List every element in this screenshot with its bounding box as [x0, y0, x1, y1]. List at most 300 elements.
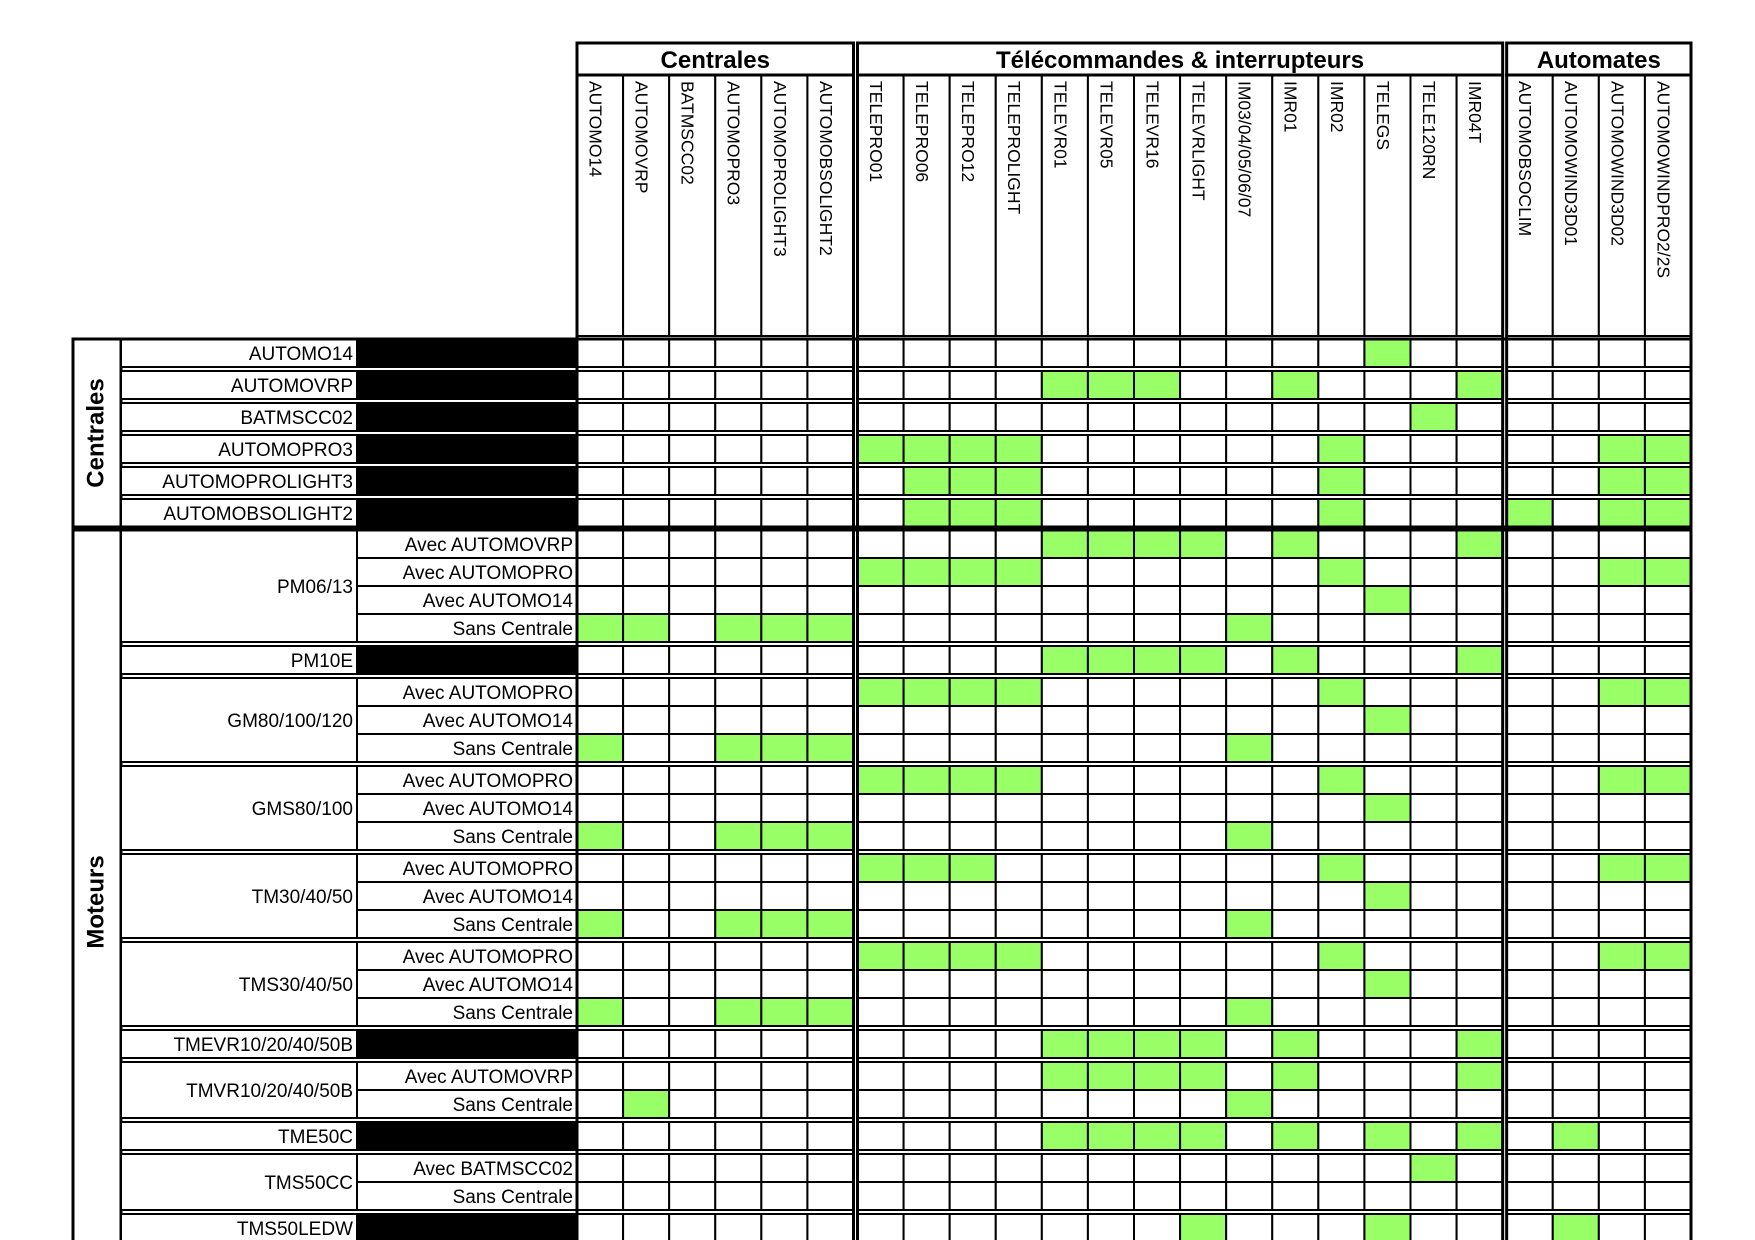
matrix-cell — [950, 1154, 996, 1182]
matrix-cell — [715, 1122, 761, 1150]
column-header-label: AUTOMOPROLIGHT3 — [769, 81, 790, 257]
compatible-cell — [1318, 435, 1364, 463]
compatible-cell — [858, 558, 904, 586]
matrix-cell — [1553, 530, 1599, 558]
blacked-out-cell — [357, 1122, 577, 1150]
compatible-cell — [1180, 1062, 1226, 1090]
matrix-cell — [1272, 1214, 1318, 1240]
matrix-cell — [858, 339, 904, 367]
matrix-cell — [1553, 558, 1599, 586]
matrix-cell — [1272, 558, 1318, 586]
matrix-cell — [807, 1122, 853, 1150]
compatible-cell — [1457, 1062, 1503, 1090]
compatible-cell — [577, 910, 623, 938]
matrix-cell — [1457, 467, 1503, 495]
matrix-cell — [1272, 794, 1318, 822]
matrix-cell — [1553, 435, 1599, 463]
matrix-cell — [1318, 794, 1364, 822]
column-group-title: Centrales — [660, 47, 770, 74]
matrix-cell — [858, 1214, 904, 1240]
matrix-cell — [1364, 558, 1410, 586]
matrix-cell — [1088, 403, 1134, 431]
matrix-cell — [1553, 794, 1599, 822]
column-header-label: IMR04T — [1465, 81, 1485, 144]
matrix-cell — [1507, 1182, 1553, 1210]
matrix-cell — [1364, 1182, 1410, 1210]
matrix-cell — [950, 882, 996, 910]
compatible-cell — [950, 467, 996, 495]
matrix-cell — [1318, 1214, 1364, 1240]
matrix-cell — [669, 1122, 715, 1150]
matrix-cell — [669, 882, 715, 910]
matrix-cell — [858, 882, 904, 910]
matrix-cell — [1457, 586, 1503, 614]
matrix-cell — [1134, 586, 1180, 614]
matrix-cell — [996, 1090, 1042, 1118]
matrix-cell — [1507, 882, 1553, 910]
matrix-cell — [623, 1214, 669, 1240]
matrix-cell — [996, 970, 1042, 998]
matrix-cell — [1553, 854, 1599, 882]
matrix-cell — [1599, 734, 1645, 762]
compatible-cell — [950, 766, 996, 794]
matrix-cell — [1553, 998, 1599, 1026]
matrix-cell — [1272, 586, 1318, 614]
matrix-cell — [1226, 678, 1272, 706]
compatible-cell — [715, 822, 761, 850]
matrix-cell — [1180, 371, 1226, 399]
matrix-cell — [1134, 766, 1180, 794]
row-sub-label: Sans Centrale — [452, 827, 573, 848]
matrix-cell — [904, 1122, 950, 1150]
matrix-cell — [1226, 1122, 1272, 1150]
compatible-cell — [858, 854, 904, 882]
matrix-cell — [1507, 646, 1553, 674]
matrix-cell — [1599, 646, 1645, 674]
matrix-cell — [1457, 614, 1503, 642]
matrix-cell — [1088, 339, 1134, 367]
matrix-cell — [1088, 614, 1134, 642]
matrix-cell — [761, 1122, 807, 1150]
matrix-cell — [1180, 339, 1226, 367]
matrix-cell — [1088, 1090, 1134, 1118]
matrix-cell — [1134, 970, 1180, 998]
matrix-cell — [669, 766, 715, 794]
matrix-cell — [761, 854, 807, 882]
matrix-cell — [807, 1154, 853, 1182]
row-group-label: GM80/100/120 — [227, 711, 353, 732]
compatible-cell — [1272, 646, 1318, 674]
matrix-cell — [807, 530, 853, 558]
matrix-cell — [715, 1062, 761, 1090]
matrix-cell — [1088, 499, 1134, 527]
matrix-cell — [1134, 1090, 1180, 1118]
matrix-cell — [1553, 910, 1599, 938]
matrix-cell — [1645, 1030, 1691, 1058]
blacked-out-cell — [357, 467, 577, 495]
matrix-cell — [1645, 822, 1691, 850]
matrix-cell — [807, 1182, 853, 1210]
compatible-cell — [761, 910, 807, 938]
blacked-out-cell — [357, 1214, 577, 1240]
column-header-label: TELEVR01 — [1050, 81, 1071, 169]
matrix-cell — [1457, 339, 1503, 367]
compatible-cell — [1411, 1154, 1457, 1182]
matrix-cell — [1411, 646, 1457, 674]
matrix-cell — [1226, 1030, 1272, 1058]
matrix-cell — [1318, 882, 1364, 910]
matrix-cell — [807, 403, 853, 431]
matrix-cell — [1411, 1122, 1457, 1150]
column-header-label: TELEPRO06 — [912, 81, 932, 183]
matrix-cell — [1272, 706, 1318, 734]
row-group-label: PM06/13 — [276, 577, 353, 598]
column-header-label: IM03/04/05/06/07 — [1234, 81, 1255, 218]
matrix-cell — [858, 614, 904, 642]
matrix-cell — [807, 794, 853, 822]
matrix-cell — [1272, 678, 1318, 706]
matrix-cell — [1411, 942, 1457, 970]
compatible-cell — [858, 766, 904, 794]
matrix-cell — [1457, 766, 1503, 794]
matrix-cell — [1645, 530, 1691, 558]
matrix-cell — [761, 942, 807, 970]
compatible-cell — [1226, 910, 1272, 938]
matrix-cell — [1411, 1090, 1457, 1118]
matrix-cell — [1134, 794, 1180, 822]
matrix-cell — [1318, 646, 1364, 674]
compatible-cell — [1645, 435, 1691, 463]
row-sub-label: Avec AUTOMO14 — [422, 975, 573, 996]
matrix-cell — [1226, 530, 1272, 558]
matrix-cell — [950, 794, 996, 822]
compatible-cell — [996, 678, 1042, 706]
matrix-cell — [1411, 435, 1457, 463]
matrix-cell — [577, 435, 623, 463]
matrix-cell — [950, 1182, 996, 1210]
matrix-cell — [761, 339, 807, 367]
matrix-cell — [858, 970, 904, 998]
compatible-cell — [1042, 1030, 1088, 1058]
matrix-cell — [577, 678, 623, 706]
matrix-cell — [1553, 1090, 1599, 1118]
matrix-cell — [761, 678, 807, 706]
compatible-cell — [1645, 467, 1691, 495]
compatible-cell — [1411, 403, 1457, 431]
compatible-cell — [807, 998, 853, 1026]
compatible-cell — [950, 558, 996, 586]
matrix-cell — [1364, 403, 1410, 431]
matrix-cell — [1088, 1154, 1134, 1182]
matrix-cell — [904, 1090, 950, 1118]
matrix-cell — [858, 371, 904, 399]
matrix-cell — [715, 854, 761, 882]
matrix-cell — [1411, 586, 1457, 614]
section-label: Centrales — [82, 378, 110, 488]
compatible-cell — [904, 467, 950, 495]
row-label: AUTOMOBSOLIGHT2 — [163, 504, 353, 525]
compatible-cell — [1599, 854, 1645, 882]
matrix-cell — [577, 1030, 623, 1058]
matrix-cell — [623, 1154, 669, 1182]
matrix-cell — [761, 371, 807, 399]
matrix-cell — [1553, 499, 1599, 527]
row-sub-label: Avec AUTOMO14 — [422, 711, 573, 732]
matrix-cell — [669, 371, 715, 399]
compatible-cell — [1507, 499, 1553, 527]
matrix-cell — [1599, 706, 1645, 734]
blacked-out-cell — [357, 1030, 577, 1058]
matrix-cell — [1042, 734, 1088, 762]
compatible-cell — [904, 499, 950, 527]
matrix-cell — [1599, 1122, 1645, 1150]
matrix-cell — [761, 586, 807, 614]
matrix-cell — [1042, 882, 1088, 910]
matrix-cell — [669, 910, 715, 938]
matrix-cell — [1507, 1030, 1553, 1058]
matrix-cell — [950, 646, 996, 674]
matrix-cell — [996, 822, 1042, 850]
matrix-cell — [1134, 499, 1180, 527]
compatible-cell — [1042, 1122, 1088, 1150]
matrix-cell — [715, 530, 761, 558]
matrix-cell — [1088, 586, 1134, 614]
matrix-cell — [623, 646, 669, 674]
matrix-cell — [669, 1182, 715, 1210]
matrix-cell — [1226, 1062, 1272, 1090]
matrix-cell — [950, 706, 996, 734]
matrix-cell — [1364, 646, 1410, 674]
matrix-cell — [996, 734, 1042, 762]
matrix-cell — [669, 998, 715, 1026]
matrix-cell — [715, 1030, 761, 1058]
compatible-cell — [1042, 1062, 1088, 1090]
matrix-cell — [1088, 558, 1134, 586]
matrix-cell — [1272, 822, 1318, 850]
compatible-cell — [807, 910, 853, 938]
compatible-cell — [623, 614, 669, 642]
matrix-cell — [623, 822, 669, 850]
matrix-cell — [1180, 467, 1226, 495]
row-label: AUTOMO14 — [248, 344, 353, 365]
matrix-cell — [669, 1090, 715, 1118]
matrix-cell — [1180, 586, 1226, 614]
matrix-cell — [1180, 614, 1226, 642]
matrix-cell — [761, 558, 807, 586]
matrix-cell — [904, 970, 950, 998]
matrix-cell — [1318, 706, 1364, 734]
matrix-cell — [996, 1182, 1042, 1210]
matrix-cell — [858, 1122, 904, 1150]
matrix-cell — [1042, 586, 1088, 614]
matrix-cell — [1645, 970, 1691, 998]
matrix-cell — [623, 403, 669, 431]
matrix-cell — [1645, 706, 1691, 734]
matrix-cell — [1553, 646, 1599, 674]
matrix-cell — [1364, 854, 1410, 882]
matrix-cell — [1088, 794, 1134, 822]
matrix-cell — [858, 467, 904, 495]
matrix-cell — [761, 794, 807, 822]
matrix-cell — [950, 371, 996, 399]
matrix-cell — [904, 1182, 950, 1210]
matrix-cell — [1553, 1154, 1599, 1182]
matrix-cell — [950, 998, 996, 1026]
matrix-cell — [577, 1090, 623, 1118]
matrix-cell — [1553, 403, 1599, 431]
matrix-cell — [577, 499, 623, 527]
compatible-cell — [996, 942, 1042, 970]
matrix-cell — [1411, 558, 1457, 586]
column-header-label: BATMSCC02 — [677, 81, 698, 185]
matrix-cell — [715, 1182, 761, 1210]
row-sub-label: Avec AUTOMOPRO — [402, 859, 573, 880]
matrix-cell — [858, 1090, 904, 1118]
matrix-cell — [1042, 970, 1088, 998]
matrix-cell — [1318, 371, 1364, 399]
matrix-cell — [623, 678, 669, 706]
matrix-cell — [996, 706, 1042, 734]
matrix-cell — [1042, 942, 1088, 970]
matrix-cell — [1180, 734, 1226, 762]
matrix-cell — [807, 586, 853, 614]
matrix-cell — [1553, 371, 1599, 399]
compatible-cell — [1042, 530, 1088, 558]
matrix-cell — [1180, 910, 1226, 938]
compatible-cell — [715, 998, 761, 1026]
row-sub-label: Avec AUTOMOPRO — [402, 771, 573, 792]
matrix-cell — [715, 1154, 761, 1182]
matrix-cell — [1134, 998, 1180, 1026]
section-label: Moteurs — [82, 855, 110, 949]
row-label: PM10E — [290, 651, 353, 672]
matrix-cell — [1272, 499, 1318, 527]
compatible-cell — [1645, 558, 1691, 586]
matrix-cell — [807, 766, 853, 794]
matrix-cell — [807, 1062, 853, 1090]
matrix-cell — [1042, 998, 1088, 1026]
matrix-cell — [904, 403, 950, 431]
matrix-cell — [807, 646, 853, 674]
matrix-cell — [1457, 558, 1503, 586]
matrix-cell — [1645, 1090, 1691, 1118]
matrix-cell — [1180, 403, 1226, 431]
matrix-cell — [1180, 822, 1226, 850]
matrix-cell — [715, 794, 761, 822]
matrix-cell — [1180, 998, 1226, 1026]
column-header-label: TELEGS — [1372, 81, 1393, 151]
matrix-cell — [669, 499, 715, 527]
matrix-cell — [858, 734, 904, 762]
matrix-cell — [904, 1062, 950, 1090]
matrix-cell — [1645, 1062, 1691, 1090]
matrix-cell — [950, 530, 996, 558]
matrix-cell — [1411, 614, 1457, 642]
matrix-cell — [761, 467, 807, 495]
matrix-cell — [950, 970, 996, 998]
column-header-label: AUTOMOWIND3D01 — [1561, 81, 1582, 246]
compatible-cell — [1364, 706, 1410, 734]
matrix-cell — [1134, 558, 1180, 586]
matrix-cell — [1599, 371, 1645, 399]
matrix-cell — [1507, 998, 1553, 1026]
matrix-cell — [807, 854, 853, 882]
matrix-cell — [1457, 1090, 1503, 1118]
matrix-cell — [1318, 1090, 1364, 1118]
matrix-cell — [1457, 794, 1503, 822]
matrix-cell — [1226, 371, 1272, 399]
matrix-cell — [577, 558, 623, 586]
compatible-cell — [904, 435, 950, 463]
matrix-cell — [1553, 586, 1599, 614]
matrix-cell — [715, 339, 761, 367]
matrix-cell — [623, 499, 669, 527]
matrix-cell — [1645, 998, 1691, 1026]
matrix-cell — [577, 1122, 623, 1150]
matrix-cell — [1226, 854, 1272, 882]
matrix-cell — [1507, 558, 1553, 586]
matrix-cell — [1411, 339, 1457, 367]
matrix-cell — [1364, 910, 1410, 938]
matrix-cell — [623, 706, 669, 734]
matrix-cell — [1318, 614, 1364, 642]
matrix-cell — [1364, 678, 1410, 706]
compatible-cell — [1272, 371, 1318, 399]
matrix-cell — [996, 586, 1042, 614]
matrix-cell — [1088, 910, 1134, 938]
matrix-cell — [1507, 586, 1553, 614]
compatible-cell — [577, 734, 623, 762]
compatible-cell — [1645, 499, 1691, 527]
matrix-cell — [623, 998, 669, 1026]
matrix-cell — [1042, 822, 1088, 850]
matrix-cell — [1226, 339, 1272, 367]
compatible-cell — [1042, 646, 1088, 674]
matrix-cell — [577, 970, 623, 998]
matrix-cell — [904, 1154, 950, 1182]
matrix-cell — [1599, 586, 1645, 614]
blacked-out-cell — [357, 403, 577, 431]
matrix-cell — [1134, 467, 1180, 495]
matrix-cell — [1134, 942, 1180, 970]
compatible-cell — [577, 614, 623, 642]
compatible-cell — [1226, 1090, 1272, 1118]
matrix-cell — [858, 1182, 904, 1210]
matrix-cell — [577, 1154, 623, 1182]
matrix-cell — [1272, 1182, 1318, 1210]
matrix-cell — [1042, 706, 1088, 734]
matrix-cell — [1457, 942, 1503, 970]
matrix-cell — [1272, 882, 1318, 910]
matrix-cell — [1226, 1154, 1272, 1182]
matrix-cell — [623, 1030, 669, 1058]
matrix-cell — [1226, 1182, 1272, 1210]
matrix-cell — [1457, 998, 1503, 1026]
matrix-cell — [1457, 910, 1503, 938]
column-header-label: TELEVR05 — [1096, 81, 1117, 169]
matrix-cell — [1457, 970, 1503, 998]
matrix-cell — [1599, 1182, 1645, 1210]
matrix-cell — [1272, 734, 1318, 762]
matrix-cell — [623, 1122, 669, 1150]
matrix-cell — [904, 998, 950, 1026]
column-group-title: Télécommandes & interrupteurs — [996, 47, 1365, 74]
matrix-cell — [669, 1154, 715, 1182]
matrix-cell — [1042, 435, 1088, 463]
matrix-cell — [1318, 822, 1364, 850]
matrix-cell — [1411, 998, 1457, 1026]
matrix-cell — [1599, 1154, 1645, 1182]
